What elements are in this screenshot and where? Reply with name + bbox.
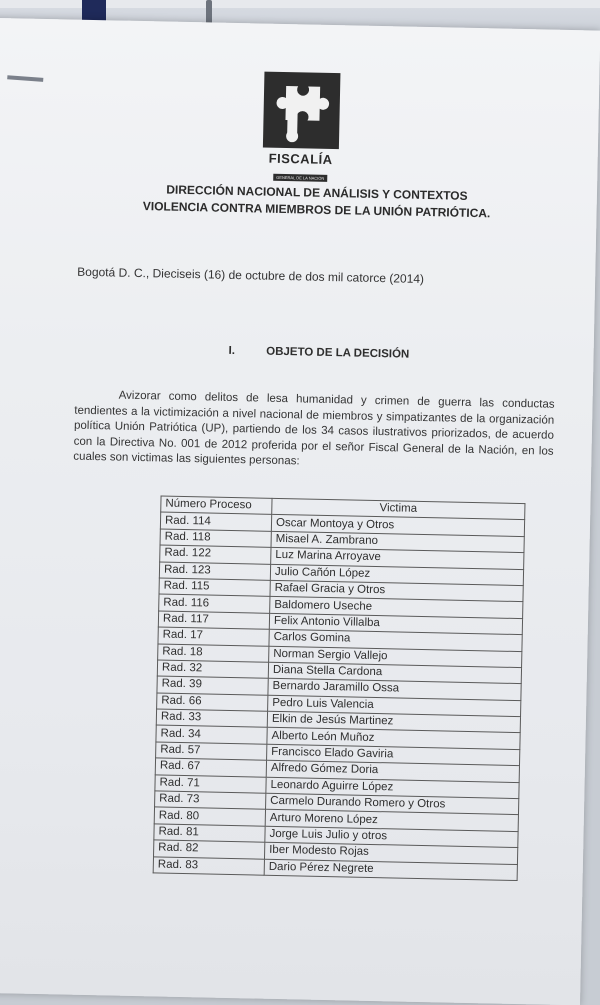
- case-number-cell: Rad. 71: [155, 775, 266, 794]
- section-title: [228, 345, 409, 361]
- case-number-cell: Rad. 34: [156, 725, 267, 744]
- victim-cell: Luz Marina Arroyave: [271, 547, 524, 569]
- victim-cell: Diana Stella Cardona: [268, 662, 521, 684]
- victim-cell: Felix Antonio Villalba: [269, 613, 522, 635]
- case-number-cell: Rad. 67: [155, 758, 266, 777]
- cases-table: [153, 495, 526, 881]
- case-number-cell: Rad. 17: [158, 627, 269, 646]
- victim-cell: Iber Modesto Rojas: [264, 842, 517, 864]
- victim-cell: Julio Cañón López: [270, 564, 523, 586]
- case-number-cell: Rad. 115: [159, 578, 270, 597]
- case-number-cell: Rad. 81: [154, 824, 265, 843]
- objective-paragraph: [73, 388, 555, 476]
- victim-cell: Bernardo Jaramillo Ossa: [268, 679, 521, 701]
- victim-cell: Oscar Montoya y Otros: [271, 515, 524, 537]
- case-number-cell: Rad. 33: [156, 709, 267, 728]
- victim-cell: Elkin de Jesús Martinez: [267, 711, 520, 733]
- case-number-cell: Rad. 32: [157, 660, 268, 679]
- heading-line-1: DIRECCIÓN NACIONAL DE ANÁLISIS Y CONTEXTOS: [166, 182, 468, 203]
- case-number-cell: Rad. 123: [159, 562, 270, 581]
- case-number-cell: Rad. 39: [157, 676, 268, 695]
- victim-cell: Carlos Gomina: [269, 629, 522, 651]
- victim-cell: Baldomero Useche: [270, 597, 523, 619]
- case-number-cell: Rad. 117: [158, 611, 269, 630]
- victim-cell: Arturo Moreno López: [265, 810, 518, 832]
- victim-cell: Rafael Gracia y Otros: [270, 580, 523, 602]
- victim-cell: Pedro Luis Valencia: [268, 695, 521, 717]
- case-number-cell: Rad. 122: [160, 545, 271, 564]
- table-body: [153, 512, 524, 880]
- case-number-cell: Rad. 80: [154, 807, 265, 826]
- logo-name: FISCALÍA: [268, 150, 333, 168]
- logo-subtitle: GENERAL DE LA NACIÓN: [273, 174, 327, 182]
- case-number-cell: Rad. 18: [158, 643, 269, 662]
- victim-cell: Jorge Luis Julio y otros: [265, 826, 518, 848]
- puzzle-icon: [263, 72, 341, 150]
- victim-cell: Dario Pérez Negrete: [264, 859, 517, 881]
- paragraph-text: Avizorar como delitos de lesa humanidad y crimen de guerra las conductas tendientes a la victimización a nivel nacional de miembros y simpatizantes de la organización política Unión Patriótica (UP), partiendo de los 34 casos ilustrativos priorizados, de acuerdo con la Directiva No. 001 de 2012 proferida por el señor Fiscal General de la Nación, en los cuales son victimas las siguientes personas:: [73, 389, 555, 468]
- victim-cell: Alfredo Gómez Doria: [266, 761, 519, 783]
- case-number-cell: Rad. 66: [157, 693, 268, 712]
- paper-clip-mark: [7, 75, 43, 82]
- heading-line-2: VIOLENCIA CONTRA MIEMBROS DE LA UNIÓN PATRIÓTICA.: [142, 199, 491, 221]
- case-number-cell: Rad. 83: [153, 857, 264, 876]
- victim-cell: Alberto León Muñoz: [267, 728, 520, 750]
- fiscalia-logo: [260, 72, 342, 186]
- header-victim: Victima: [272, 498, 525, 520]
- header-case-number: Número Proceso: [161, 496, 272, 515]
- document-heading: [126, 181, 507, 223]
- victim-cell: Leonardo Aguirre López: [266, 777, 519, 799]
- case-number-cell: Rad. 114: [160, 512, 271, 531]
- case-number-cell: Rad. 82: [154, 840, 265, 859]
- section-number: I.: [228, 344, 236, 358]
- document-page: [0, 18, 600, 1005]
- victim-cell: Francisco Elado Gaviria: [267, 744, 520, 766]
- document-date: Bogotá D. C., Dieciseis (16) de octubre de dos mil catorce (2014): [77, 264, 425, 286]
- case-number-cell: Rad. 118: [160, 529, 271, 548]
- victim-cell: Misael A. Zambrano: [271, 531, 524, 553]
- victim-cell: Norman Sergio Vallejo: [269, 646, 522, 668]
- case-number-cell: Rad. 116: [159, 594, 270, 613]
- victim-cell: Carmelo Durando Romero y Otros: [266, 793, 519, 815]
- case-number-cell: Rad. 73: [155, 791, 266, 810]
- section-title-text: OBJETO DE LA DECISIÓN: [266, 345, 410, 361]
- case-number-cell: Rad. 57: [156, 742, 267, 761]
